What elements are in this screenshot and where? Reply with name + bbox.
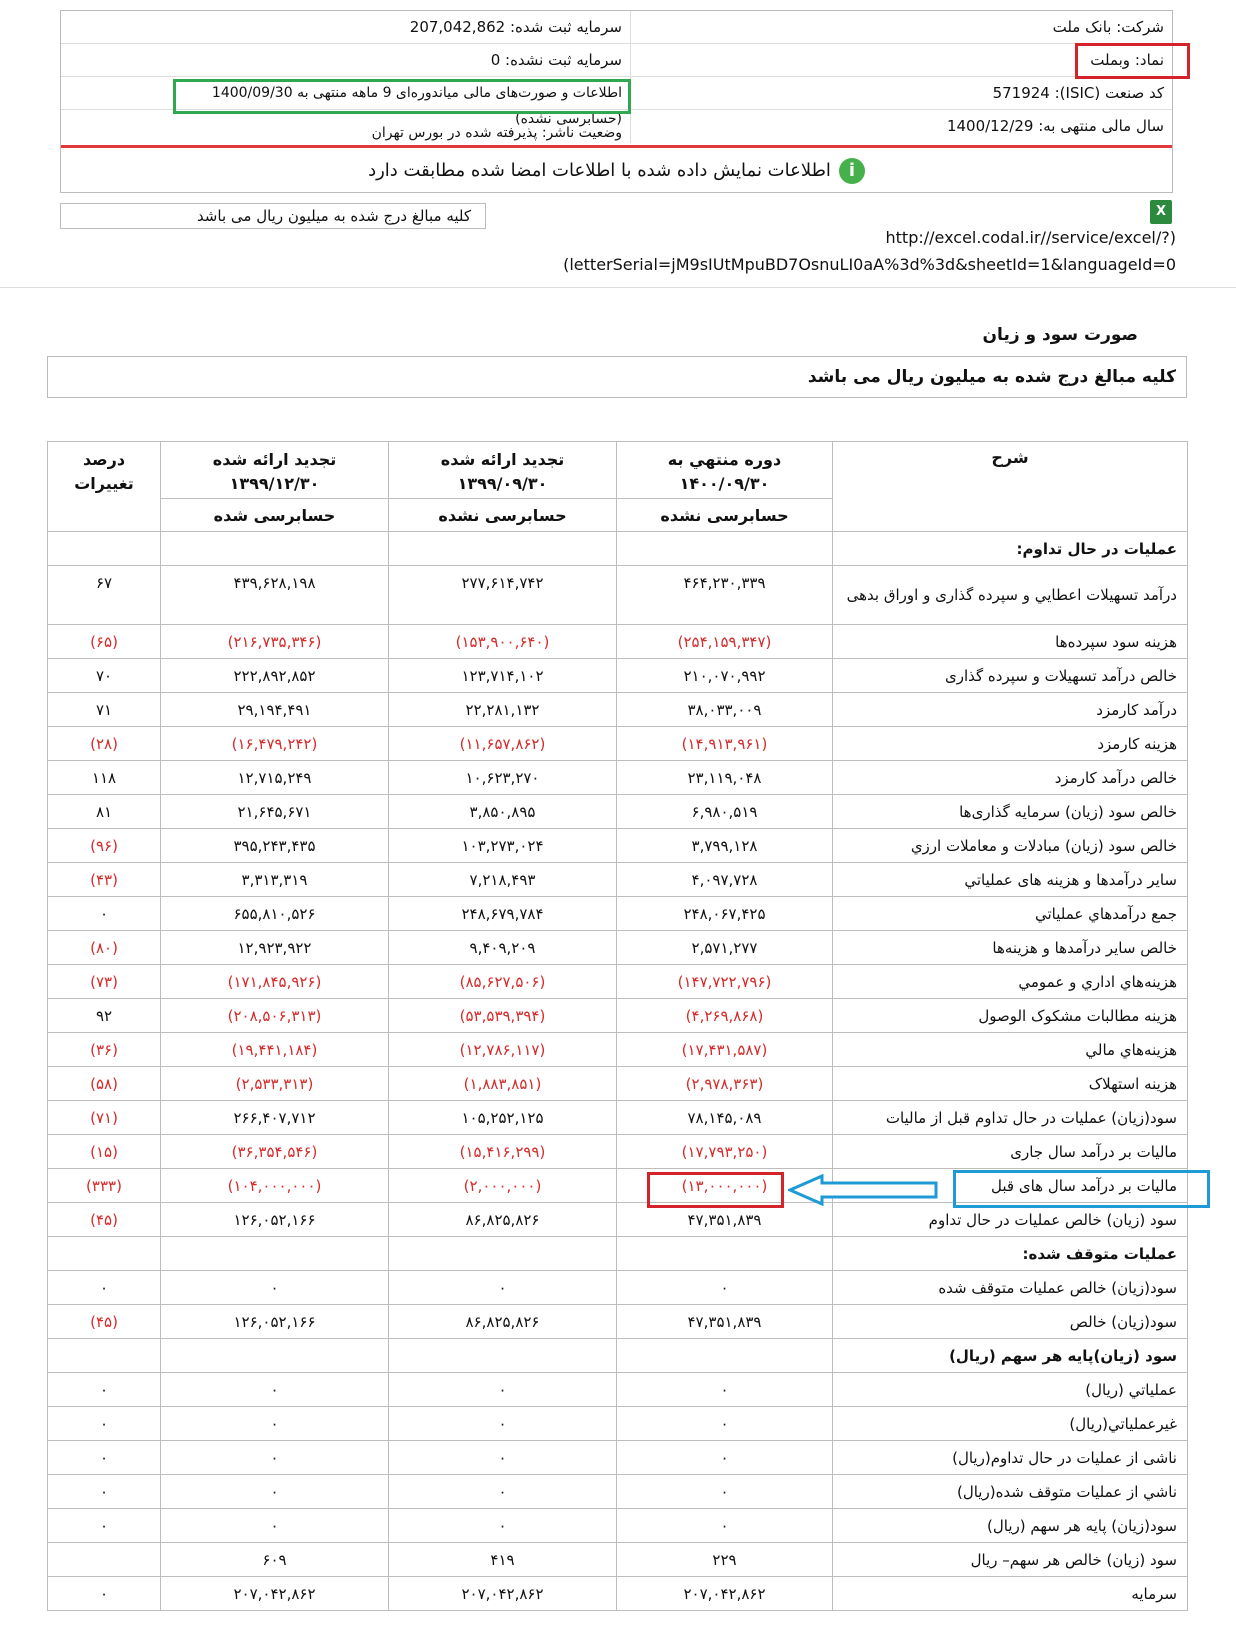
table-row xyxy=(48,1475,1188,1509)
cell-c1: (۱۴۷,۷۲۲,۷۹۶) xyxy=(617,965,833,999)
info-icon: i xyxy=(839,158,865,184)
cell-c2: ۰ xyxy=(389,1407,617,1441)
row-description: ماليات بر درآمد سال های قبل xyxy=(833,1169,1188,1203)
header-c3-audit: حسابرسی شده xyxy=(161,499,389,532)
row-description: سود(زيان) عمليات در حال تداوم قبل از ماليات xyxy=(833,1101,1188,1135)
cell-c3: ۲۱,۶۴۵,۶۷۱ xyxy=(161,795,389,829)
row-description: ناشي از عمليات متوقف شده(ريال) xyxy=(833,1475,1188,1509)
cell-c3: ۲۲۲,۸۹۲,۸۵۲ xyxy=(161,659,389,693)
table-row xyxy=(48,931,1188,965)
cell-c3: (۱۷۱,۸۴۵,۹۲۶) xyxy=(161,965,389,999)
table-header-row xyxy=(48,442,1188,499)
cell-c3 xyxy=(161,1339,389,1373)
unit-note: کلیه مبالغ درج شده به میلیون ریال می باشد xyxy=(196,207,471,225)
cell-c1: ۲۴۸,۰۶۷,۴۲۵ xyxy=(617,897,833,931)
cell-c2: ۳,۸۵۰,۸۹۵ xyxy=(389,795,617,829)
table-row xyxy=(48,863,1188,897)
unit-note-box xyxy=(60,203,486,229)
cell-c4: (۴۳) xyxy=(48,863,161,897)
row-description: ساير درآمدها و هزينه های عملياتي xyxy=(833,863,1188,897)
cell-c3: ۰ xyxy=(161,1271,389,1305)
cell-c3: ۱۲,۷۱۵,۲۴۹ xyxy=(161,761,389,795)
cell-c4 xyxy=(48,1339,161,1373)
row-description: هزينه‌هاي اداري و عمومي xyxy=(833,965,1188,999)
cell-c4: ۷۱ xyxy=(48,693,161,727)
cell-c2: ۱۰۵,۲۵۲,۱۲۵ xyxy=(389,1101,617,1135)
cell-c3: ۳,۳۱۳,۳۱۹ xyxy=(161,863,389,897)
company-label: شرکت: xyxy=(1116,18,1164,36)
header-period-139912 xyxy=(161,442,389,499)
header-c2-audit: حسابرسی نشده xyxy=(389,499,617,532)
cell-c2: ۸۶,۸۲۵,۸۲۶ xyxy=(389,1305,617,1339)
cell-c3: (۱۹,۴۴۱,۱۸۴) xyxy=(161,1033,389,1067)
cell-c2: ۰ xyxy=(389,1475,617,1509)
cell-c2: ۱۰۳,۲۷۳,۰۲۴ xyxy=(389,829,617,863)
table-row xyxy=(48,897,1188,931)
row-description: خالص سود (زيان) سرمايه گذاری‌ها xyxy=(833,795,1188,829)
row-description: سود (زيان) خالص عمليات در حال تداوم xyxy=(833,1203,1188,1237)
cell-c1: (۴,۲۶۹,۸۶۸) xyxy=(617,999,833,1033)
cell-c3: ۲۶۶,۴۰۷,۷۱۲ xyxy=(161,1101,389,1135)
header-c4-line1: درصد xyxy=(82,450,126,469)
cell-c2: ۰ xyxy=(389,1509,617,1543)
section-row xyxy=(48,1237,1188,1271)
cell-c3: ۰ xyxy=(161,1475,389,1509)
cell-c3: ۲۰۷,۰۴۲,۸۶۲ xyxy=(161,1577,389,1611)
publisher-value: پذیرفته شده در بورس تهران xyxy=(371,125,538,141)
row-description: ماليات بر درآمد سال جاری xyxy=(833,1135,1188,1169)
cell-c2: ۲۴۸,۶۷۹,۷۸۴ xyxy=(389,897,617,931)
row-description: سود(زيان) خالص xyxy=(833,1305,1188,1339)
header-c1-audit: حسابرسی نشده xyxy=(617,499,833,532)
row-description: ناشی از عملیات در حال تداوم(ریال) xyxy=(833,1441,1188,1475)
row-description: خالص درآمد کارمزد xyxy=(833,761,1188,795)
registered-capital-cell xyxy=(61,11,632,43)
cell-c1: ۰ xyxy=(617,1373,833,1407)
cell-c1: ۲۰۷,۰۴۲,۸۶۲ xyxy=(617,1577,833,1611)
cell-c4: (۴۵) xyxy=(48,1305,161,1339)
cell-c4: (۶۵) xyxy=(48,625,161,659)
cell-c1: (۱۳,۰۰۰,۰۰۰) xyxy=(617,1169,833,1203)
cell-c1: ۰ xyxy=(617,1271,833,1305)
row-description: خالص ساير درآمدها و هزينه‌ها xyxy=(833,931,1188,965)
cell-c4: ۰ xyxy=(48,897,161,931)
section-row xyxy=(48,532,1188,566)
header-percent-change xyxy=(48,442,161,532)
cell-c1: ۲۳,۱۱۹,۰۴۸ xyxy=(617,761,833,795)
cell-c4: (۵۸) xyxy=(48,1067,161,1101)
cell-c3: ۲۹,۱۹۴,۴۹۱ xyxy=(161,693,389,727)
row-description: هزينه کارمزد xyxy=(833,727,1188,761)
fiscal-year-cell xyxy=(630,110,1172,143)
cell-c1: ۰ xyxy=(617,1441,833,1475)
cell-c2: (۱,۸۸۳,۸۵۱) xyxy=(389,1067,617,1101)
cell-c3: (۱۶,۴۷۹,۲۴۲) xyxy=(161,727,389,761)
row-description: جمع درآمدهاي عملياتي xyxy=(833,897,1188,931)
cell-c3: ۱۲,۹۲۳,۹۲۲ xyxy=(161,931,389,965)
cell-c2: ۰ xyxy=(389,1271,617,1305)
cell-c1: ۴,۰۹۷,۷۲۸ xyxy=(617,863,833,897)
cell-c2: (۱۵۳,۹۰۰,۶۴۰) xyxy=(389,625,617,659)
row-description: هزينه استهلاک xyxy=(833,1067,1188,1101)
cell-c3: ۰ xyxy=(161,1373,389,1407)
cell-c2: ۰ xyxy=(389,1373,617,1407)
registered-capital-value: 207,042,862 xyxy=(409,18,506,36)
cell-c4: ۹۲ xyxy=(48,999,161,1033)
table-row xyxy=(48,965,1188,999)
notice-text: اطلاعات نمایش داده شده با اطلاعات امضا شده مطابقت دارد xyxy=(368,160,831,181)
cell-c4: (۹۶) xyxy=(48,829,161,863)
row-description: عملیات در حال تداوم: xyxy=(833,532,1188,566)
cell-c1: ۲۲۹ xyxy=(617,1543,833,1577)
cell-c4: ۰ xyxy=(48,1407,161,1441)
cell-c3: ۱۲۶,۰۵۲,۱۶۶ xyxy=(161,1305,389,1339)
header-c3-line2: ۱۳۹۹/۱۲/۳۰ xyxy=(229,474,320,493)
cell-c3: ۰ xyxy=(161,1509,389,1543)
cell-c2: ۲۷۷,۶۱۴,۷۴۲ xyxy=(389,566,617,625)
header-c2-line2: ۱۳۹۹/۰۹/۳۰ xyxy=(457,474,548,493)
cell-c3: ۶۰۹ xyxy=(161,1543,389,1577)
cell-c4: (۴۵) xyxy=(48,1203,161,1237)
header-c1-line1: دوره منتهي به xyxy=(667,450,782,469)
unregistered-capital-value: 0 xyxy=(490,51,501,69)
cell-c1: (۱۴,۹۱۳,۹۶۱) xyxy=(617,727,833,761)
company-value: بانک ملت xyxy=(1052,18,1112,36)
arrow-left-icon xyxy=(788,1174,948,1206)
publisher-label: وضعیت ناشر: xyxy=(541,125,622,141)
cell-c1: ۴۶۴,۲۳۰,۳۳۹ xyxy=(617,566,833,625)
cell-c2: ۱۰,۶۲۳,۲۷۰ xyxy=(389,761,617,795)
row-description: درآمد کارمزد xyxy=(833,693,1188,727)
audit-status: (حسابرسی نشده) xyxy=(515,111,622,127)
cell-c4: (۷۱) xyxy=(48,1101,161,1135)
table-row xyxy=(48,1271,1188,1305)
cell-c4: (۳۳۳) xyxy=(48,1169,161,1203)
table-row xyxy=(48,795,1188,829)
info-row xyxy=(61,11,1172,44)
table-row xyxy=(48,1135,1188,1169)
row-description: سرمايه xyxy=(833,1577,1188,1611)
header-c2-line1: تجدید ارائه شده xyxy=(440,450,565,469)
cell-c2: ۲۰۷,۰۴۲,۸۶۲ xyxy=(389,1577,617,1611)
table-row xyxy=(48,566,1188,625)
excel-link-line1[interactable]: http://excel.codal.ir//service/excel/?) xyxy=(885,228,1176,247)
signature-notice xyxy=(61,148,1172,193)
highlight-report-title-box xyxy=(173,79,631,114)
table-row xyxy=(48,999,1188,1033)
highlight-prior-tax-label-box xyxy=(953,1170,1210,1208)
cell-c2: (۱۱,۶۵۷,۸۶۲) xyxy=(389,727,617,761)
symbol-value: وبملت xyxy=(1090,51,1131,69)
table-row xyxy=(48,1101,1188,1135)
company-cell xyxy=(630,11,1172,43)
publisher-status xyxy=(61,126,622,140)
fiscal-year-value: 1400/12/29 xyxy=(946,117,1034,135)
symbol-label: نماد: xyxy=(1134,51,1164,69)
table-row xyxy=(48,1407,1188,1441)
cell-c1: ۳,۷۹۹,۱۲۸ xyxy=(617,829,833,863)
cell-c1: ۴۷,۳۵۱,۸۳۹ xyxy=(617,1305,833,1339)
cell-c4: ۰ xyxy=(48,1475,161,1509)
cell-c2: (۵۳,۵۳۹,۳۹۴) xyxy=(389,999,617,1033)
table-row xyxy=(48,761,1188,795)
table-row xyxy=(48,1033,1188,1067)
isic-label: کد صنعت (ISIC): xyxy=(1054,84,1164,102)
cell-c3: ۴۳۹,۶۲۸,۱۹۸ xyxy=(161,566,389,625)
highlight-symbol-box xyxy=(1075,43,1190,79)
cell-c2: ۹,۴۰۹,۲۰۹ xyxy=(389,931,617,965)
cell-c4: ۰ xyxy=(48,1577,161,1611)
cell-c2: ۱۲۳,۷۱۴,۱۰۲ xyxy=(389,659,617,693)
cell-c2: ۴۱۹ xyxy=(389,1543,617,1577)
section-unit-box xyxy=(47,356,1187,398)
table-row xyxy=(48,1441,1188,1475)
row-description: عملياتي (ريال) xyxy=(833,1373,1188,1407)
row-description: هزينه‌هاي مالي xyxy=(833,1033,1188,1067)
cell-c1 xyxy=(617,1339,833,1373)
cell-c1: (۲۵۴,۱۵۹,۳۴۷) xyxy=(617,625,833,659)
highlight-prior-tax-value-box xyxy=(647,1172,784,1208)
section-title: صورت سود و زیان xyxy=(982,325,1138,345)
table-row xyxy=(48,1067,1188,1101)
cell-c1 xyxy=(617,1237,833,1271)
cell-c3: (۲,۵۳۳,۳۱۳) xyxy=(161,1067,389,1101)
row-description: درآمد تسهيلات اعطايي و سپرده گذاری و اوراق بدهی xyxy=(833,566,1188,625)
section-row xyxy=(48,1339,1188,1373)
cell-c4: (۲۸) xyxy=(48,727,161,761)
info-row xyxy=(61,44,1172,77)
cell-c2: (۱۵,۴۱۶,۲۹۹) xyxy=(389,1135,617,1169)
cell-c2: ۷,۲۱۸,۴۹۳ xyxy=(389,863,617,897)
cell-c3: ۰ xyxy=(161,1441,389,1475)
cell-c3: ۳۹۵,۲۴۳,۴۳۵ xyxy=(161,829,389,863)
cell-c2: (۱۲,۷۸۶,۱۱۷) xyxy=(389,1033,617,1067)
excel-link-line2[interactable]: (letterSerial=jM9sIUtMpuBD7OsnuLI0aA%3d%3d&sheetId=1&languageId=0 xyxy=(563,255,1176,274)
table-row xyxy=(48,659,1188,693)
income-statement-table xyxy=(47,441,1188,1611)
table-row xyxy=(48,727,1188,761)
table-row xyxy=(48,1305,1188,1339)
cell-c4 xyxy=(48,1543,161,1577)
row-description: هزينه سود سپرده‌ها xyxy=(833,625,1188,659)
cell-c3: ۱۲۶,۰۵۲,۱۶۶ xyxy=(161,1203,389,1237)
cell-c4: (۷۳) xyxy=(48,965,161,999)
cell-c1: ۲۱۰,۰۷۰,۹۹۲ xyxy=(617,659,833,693)
row-description: خالص سود (زيان) مبادلات و معاملات ارزي xyxy=(833,829,1188,863)
header-period-1400 xyxy=(617,442,833,499)
cell-c3: (۲۱۶,۷۳۵,۳۴۶) xyxy=(161,625,389,659)
cell-c1: ۲,۵۷۱,۲۷۷ xyxy=(617,931,833,965)
cell-c4: ۰ xyxy=(48,1373,161,1407)
excel-icon[interactable]: X xyxy=(1150,200,1172,224)
info-row xyxy=(61,110,1172,143)
cell-c2: (۸۵,۶۲۷,۵۰۶) xyxy=(389,965,617,999)
publisher-status-cell xyxy=(61,110,632,143)
cell-c3 xyxy=(161,1237,389,1271)
cell-c4: ۸۱ xyxy=(48,795,161,829)
cell-c4: ۱۱۸ xyxy=(48,761,161,795)
table-row xyxy=(48,829,1188,863)
cell-c1: (۱۷,۴۳۱,۵۸۷) xyxy=(617,1033,833,1067)
cell-c3: (۱۰۴,۰۰۰,۰۰۰) xyxy=(161,1169,389,1203)
table-row xyxy=(48,1543,1188,1577)
row-description: سود (زيان) خالص هر سهم– ريال xyxy=(833,1543,1188,1577)
row-description: خالص درآمد تسهيلات و سپرده گذاری xyxy=(833,659,1188,693)
row-description: سود (زیان)پایه هر سهم (ریال) xyxy=(833,1339,1188,1373)
header-c4-line2: تغییرات xyxy=(74,474,134,493)
header-period-139909 xyxy=(389,442,617,499)
cell-c4 xyxy=(48,1237,161,1271)
header-c1-line2: ۱۴۰۰/۰۹/۳۰ xyxy=(679,474,770,493)
cell-c4: (۸۰) xyxy=(48,931,161,965)
cell-c3: ۰ xyxy=(161,1407,389,1441)
cell-c1: ۰ xyxy=(617,1475,833,1509)
unregistered-capital-label: سرمایه ثبت نشده: xyxy=(505,51,622,69)
cell-c1: ۶,۹۸۰,۵۱۹ xyxy=(617,795,833,829)
cell-c3 xyxy=(161,532,389,566)
table-row xyxy=(48,625,1188,659)
report-title: اطلاعات و صورت‌های مالی میاندوره‌ای 9 ماهه منتهی به 1400/09/30 xyxy=(211,85,622,101)
registered-capital-label: سرمایه ثبت شده: xyxy=(510,18,622,36)
cell-c4: ۰ xyxy=(48,1509,161,1543)
row-description: سود(زيان) پايه هر سهم (ريال) xyxy=(833,1509,1188,1543)
section-unit-note: کلیه مبالغ درج شده به میلیون ریال می باشد xyxy=(807,367,1176,387)
cell-c2 xyxy=(389,532,617,566)
divider xyxy=(0,287,1236,288)
row-description: غيرعملياتي(ريال) xyxy=(833,1407,1188,1441)
cell-c1: (۱۷,۷۹۳,۲۵۰) xyxy=(617,1135,833,1169)
cell-c2: (۲,۰۰۰,۰۰۰) xyxy=(389,1169,617,1203)
table-row xyxy=(48,693,1188,727)
cell-c1: ۰ xyxy=(617,1407,833,1441)
cell-c2 xyxy=(389,1237,617,1271)
isic-value: 571924 xyxy=(992,84,1050,102)
cell-c2 xyxy=(389,1339,617,1373)
header-c3-line1: تجدید ارائه شده xyxy=(212,450,337,469)
cell-c2: ۲۲,۲۸۱,۱۳۲ xyxy=(389,693,617,727)
cell-c4: ۶۷ xyxy=(48,566,161,625)
cell-c1: ۷۸,۱۴۵,۰۸۹ xyxy=(617,1101,833,1135)
cell-c4 xyxy=(48,532,161,566)
header-description: شرح xyxy=(833,442,1188,532)
fiscal-year-label: سال مالی منتهی به: xyxy=(1038,117,1164,135)
table-row xyxy=(48,1509,1188,1543)
cell-c1 xyxy=(617,532,833,566)
cell-c1: ۰ xyxy=(617,1509,833,1543)
cell-c4: ۷۰ xyxy=(48,659,161,693)
row-description: هزينه مطالبات مشکوک الوصول xyxy=(833,999,1188,1033)
cell-c4: (۳۶) xyxy=(48,1033,161,1067)
row-description: عملیات متوقف شده: xyxy=(833,1237,1188,1271)
cell-c2: ۸۶,۸۲۵,۸۲۶ xyxy=(389,1203,617,1237)
row-description: سود(زيان) خالص عمليات متوقف شده xyxy=(833,1271,1188,1305)
cell-c4: (۱۵) xyxy=(48,1135,161,1169)
isic-cell xyxy=(630,77,1172,109)
cell-c1: ۴۷,۳۵۱,۸۳۹ xyxy=(617,1203,833,1237)
cell-c3: (۲۰۸,۵۰۶,۳۱۳) xyxy=(161,999,389,1033)
cell-c3: (۳۶,۳۵۴,۵۴۶) xyxy=(161,1135,389,1169)
table-row xyxy=(48,1373,1188,1407)
cell-c1: (۲,۹۷۸,۳۶۳) xyxy=(617,1067,833,1101)
unregistered-capital-cell xyxy=(61,44,632,76)
cell-c1: ۳۸,۰۳۳,۰۰۹ xyxy=(617,693,833,727)
cell-c4: ۰ xyxy=(48,1271,161,1305)
cell-c3: ۶۵۵,۸۱۰,۵۲۶ xyxy=(161,897,389,931)
cell-c4: ۰ xyxy=(48,1441,161,1475)
cell-c2: ۰ xyxy=(389,1441,617,1475)
table-row xyxy=(48,1577,1188,1611)
